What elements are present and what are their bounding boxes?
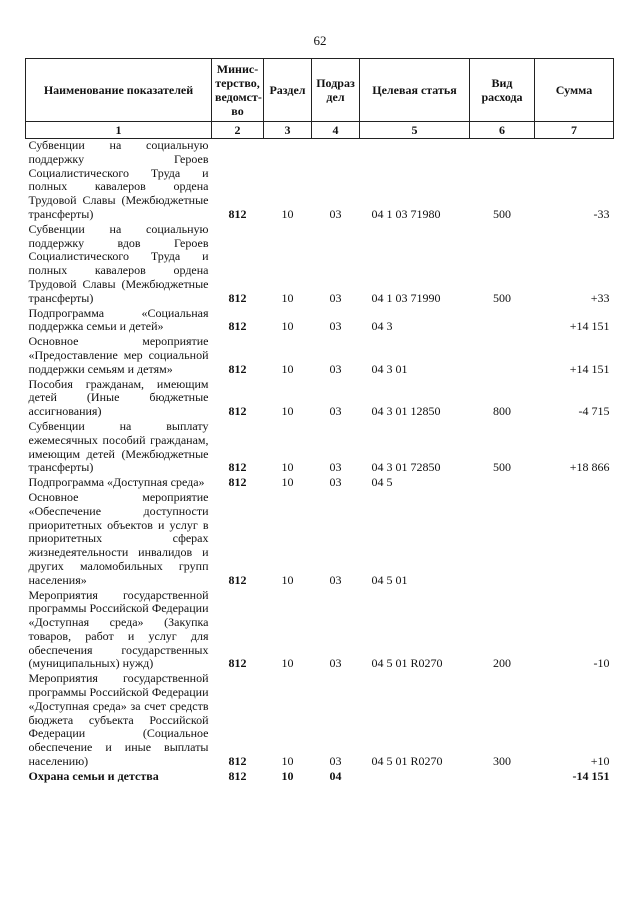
table-row — [26, 223, 614, 307]
row-name: Основное мероприятие «Предоставление мер социальной поддержки семьям и детям» — [28, 334, 209, 376]
row-ministry: 812 — [228, 290, 247, 305]
row-name: Субвенции на социальную поддержку Героев Социалистического Труда и полных кавалеров ордена Трудовой Славы (Межбюджетные трансферты) — [28, 138, 209, 221]
column-number: 4 — [312, 122, 360, 139]
row-expense-type — [470, 476, 535, 491]
row-section: 10 — [281, 206, 294, 221]
header-section: Раздел — [264, 59, 312, 122]
row-target: 04 5 01 R0270 — [371, 656, 443, 671]
row-section: 10 — [281, 460, 294, 475]
column-number: 5 — [360, 122, 470, 139]
table-body — [26, 139, 614, 785]
row-subsection: 03 — [329, 754, 342, 769]
row-section: 10 — [281, 404, 294, 419]
row-target: 04 1 03 71990 — [371, 290, 441, 305]
row-name: Субвенции на социальную поддержку вдов Героев Социалистического Труда и полных кавалеров ордена Трудовой Славы (Межбюджетные трансферты) — [28, 221, 209, 305]
row-expense-type — [470, 491, 535, 589]
row-sum: +14 151 — [569, 361, 610, 376]
row-section: 10 — [281, 290, 294, 305]
row-ministry: 812 — [228, 768, 247, 783]
row-target: 04 5 — [371, 475, 393, 490]
row-sum — [535, 491, 614, 589]
table-row — [26, 378, 614, 420]
page-number: 62 — [313, 33, 327, 48]
column-number: 2 — [212, 122, 264, 139]
table-row — [26, 335, 614, 377]
row-subsection: 03 — [329, 656, 342, 671]
row-sum — [535, 476, 614, 491]
row-ministry: 812 — [228, 475, 247, 490]
row-target: 04 3 01 12850 — [371, 404, 441, 419]
row-section: 10 — [281, 361, 294, 376]
table-row-total — [26, 770, 614, 785]
column-number: 1 — [26, 122, 212, 139]
row-name: Охрана семьи и детства — [28, 768, 159, 783]
table-row — [26, 672, 614, 770]
header-subsection: Подраз дел — [312, 59, 360, 122]
row-expense-type: 500 — [493, 206, 511, 221]
row-section: 10 — [281, 768, 294, 783]
row-sum: -14 151 — [572, 768, 610, 783]
row-name: Подпрограмма «Социальная поддержка семьи и детей» — [28, 305, 209, 334]
row-subsection: 03 — [329, 206, 342, 221]
row-ministry: 812 — [228, 404, 247, 419]
row-sum: +14 151 — [569, 319, 610, 334]
row-expense-type: 500 — [493, 460, 511, 475]
budget-table — [25, 58, 614, 785]
row-expense-type: 800 — [493, 404, 511, 419]
table-row — [26, 491, 614, 589]
table-row — [26, 139, 614, 223]
row-name: Основное мероприятие «Обеспечение доступности приоритетных объектов и услуг в приоритетных сферах жизнедеятельности инвалидов и других маломобильных групп населения» — [28, 489, 209, 587]
row-ministry: 812 — [228, 361, 247, 376]
row-target — [360, 770, 470, 785]
row-sum: -33 — [593, 206, 610, 221]
row-ministry: 812 — [228, 206, 247, 221]
column-number: 3 — [264, 122, 312, 139]
header-ministry: Минис-терство, ведомст-во — [212, 59, 264, 122]
row-name: Мероприятия государственной программы Российской Федерации «Доступная среда» за счет средств бюджета субъекта Российской Федерации (Социальное обеспечение и иные выплаты населению) — [28, 671, 209, 769]
header-sum: Сумма — [535, 59, 614, 122]
column-number: 6 — [470, 122, 535, 139]
row-ministry: 812 — [228, 460, 247, 475]
row-target: 04 3 01 72850 — [371, 460, 441, 475]
row-ministry: 812 — [228, 572, 247, 587]
row-section: 10 — [281, 572, 294, 587]
row-sum: -4 715 — [578, 404, 610, 419]
row-sum: +18 866 — [569, 460, 610, 475]
row-subsection: 03 — [329, 475, 342, 490]
row-subsection: 03 — [329, 572, 342, 587]
row-name: Пособия гражданам, имеющим детей (Иные бюджетные ассигнования) — [28, 376, 209, 419]
row-name: Мероприятия государственной программы Российской Федерации «Доступная среда» (Закупка товаров, работ и услуг для обеспечения государственных (муниципальных) нужд) — [28, 587, 209, 671]
row-sum: +33 — [590, 290, 610, 305]
row-subsection: 03 — [329, 361, 342, 376]
row-name: Подпрограмма «Доступная среда» — [28, 475, 205, 490]
table-row — [26, 307, 614, 336]
row-expense-type: 200 — [493, 656, 511, 671]
table-header — [26, 59, 614, 139]
row-section: 10 — [281, 475, 294, 490]
row-section: 10 — [281, 656, 294, 671]
row-ministry: 812 — [228, 656, 247, 671]
row-target: 04 3 — [371, 319, 393, 334]
table-row — [26, 589, 614, 673]
header-name: Наименование показателей — [26, 59, 212, 122]
row-expense-type — [470, 335, 535, 377]
header-target: Целевая статья — [360, 59, 470, 122]
row-sum: +10 — [590, 754, 610, 769]
row-subsection: 03 — [329, 460, 342, 475]
row-subsection: 04 — [329, 768, 342, 783]
row-expense-type — [470, 770, 535, 785]
row-expense-type: 500 — [493, 290, 511, 305]
row-subsection: 03 — [329, 319, 342, 334]
row-ministry: 812 — [228, 754, 247, 769]
row-subsection: 03 — [329, 404, 342, 419]
row-name: Субвенции на выплату ежемесячных пособий гражданам, имеющим детей (Межбюджетные трансферты) — [28, 418, 209, 475]
row-expense-type — [470, 307, 535, 336]
row-target: 04 5 01 R0270 — [371, 754, 443, 769]
table-row — [26, 476, 614, 491]
row-sum: -10 — [593, 656, 610, 671]
table-row — [26, 420, 614, 476]
row-subsection: 03 — [329, 290, 342, 305]
row-ministry: 812 — [228, 319, 247, 334]
header-expense-type: Вид расхода — [470, 59, 535, 122]
row-expense-type: 300 — [493, 754, 511, 769]
row-target: 04 5 01 — [371, 572, 408, 587]
row-section: 10 — [281, 319, 294, 334]
row-section: 10 — [281, 754, 294, 769]
row-target: 04 1 03 71980 — [371, 206, 441, 221]
row-target: 04 3 01 — [371, 361, 408, 376]
column-number: 7 — [535, 122, 614, 139]
